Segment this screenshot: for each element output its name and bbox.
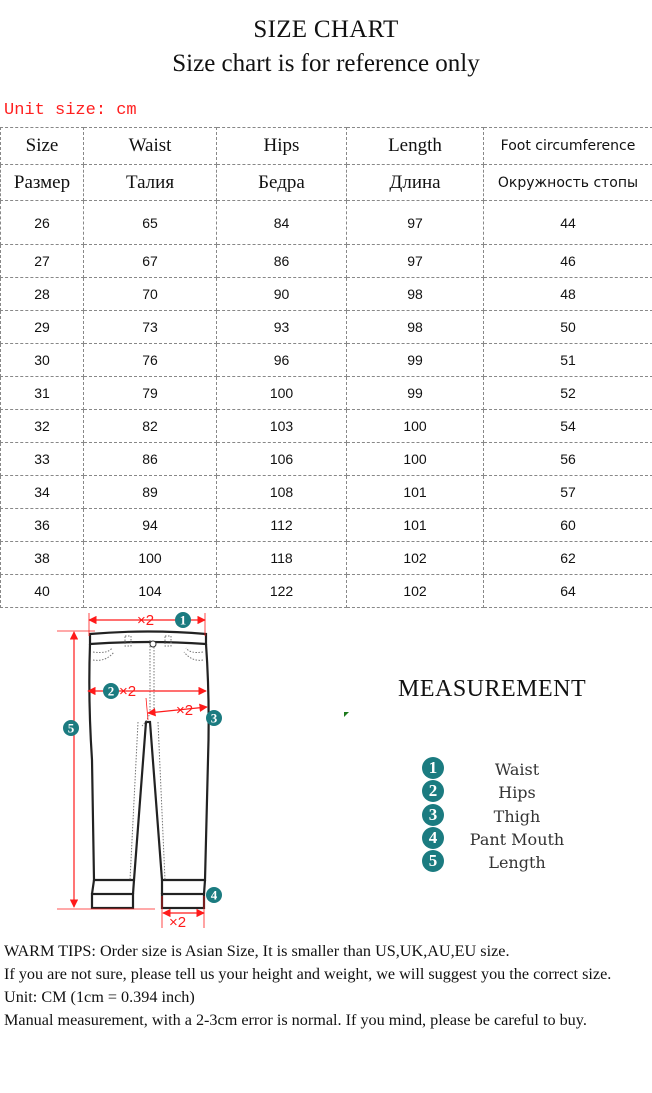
cell-foot: 57	[484, 476, 652, 509]
header-row-en	[1, 128, 652, 165]
tip-line-measurement-error: Manual measurement, with a 2-3cm error is normal. If you mind, please be careful to buy.	[4, 1011, 587, 1029]
cell-foot: 44	[484, 201, 652, 245]
cell-length: 102	[347, 575, 484, 608]
number-2-icon: 2	[422, 780, 444, 802]
cell-length: 101	[347, 509, 484, 542]
cell-waist: 67	[84, 245, 217, 278]
cell-waist: 86	[84, 443, 217, 476]
cell-hips: 112	[217, 509, 347, 542]
table-row	[1, 410, 652, 443]
hips-multiplier: ×2	[119, 683, 137, 700]
cell-hips: 90	[217, 278, 347, 311]
cell-waist: 70	[84, 278, 217, 311]
table-row	[1, 476, 652, 509]
warm-tips	[4, 940, 652, 1032]
button-icon	[150, 641, 156, 647]
cell-size: 29	[1, 311, 84, 344]
page-title: SIZE CHART	[253, 16, 399, 43]
cell-size: 31	[1, 377, 84, 410]
legend-label: Hips	[498, 783, 536, 803]
cell-length: 101	[347, 476, 484, 509]
col-header-hips: Hips	[217, 128, 347, 165]
cell-waist: 89	[84, 476, 217, 509]
cell-size: 32	[1, 410, 84, 443]
table-row	[1, 377, 652, 410]
marker-2-icon	[103, 683, 119, 699]
svg-text:4: 4	[210, 887, 218, 903]
cell-foot: 56	[484, 443, 652, 476]
table-row	[1, 542, 652, 575]
cell-waist: 76	[84, 344, 217, 377]
table-row	[1, 443, 652, 476]
cell-foot: 64	[484, 575, 652, 608]
marker-1-icon	[175, 612, 191, 628]
cell-length: 99	[347, 377, 484, 410]
cell-length: 102	[347, 542, 484, 575]
cell-hips: 106	[217, 443, 347, 476]
cell-hips: 108	[217, 476, 347, 509]
cell-waist: 104	[84, 575, 217, 608]
marker-5-icon	[63, 720, 79, 736]
cell-length: 97	[347, 245, 484, 278]
marker-3-icon	[206, 710, 222, 726]
cell-hips: 100	[217, 377, 347, 410]
cell-hips: 93	[217, 311, 347, 344]
cell-size: 36	[1, 509, 84, 542]
number-4-icon: 4	[422, 827, 444, 849]
cell-foot: 62	[484, 542, 652, 575]
pants-stitch-details	[93, 636, 203, 880]
cell-foot: 52	[484, 377, 652, 410]
legend-label: Length	[488, 853, 546, 873]
cell-foot: 48	[484, 278, 652, 311]
page-subtitle: Size chart is for reference only	[172, 50, 480, 77]
cell-foot: 60	[484, 509, 652, 542]
unit-label: Unit size: cm	[4, 101, 137, 120]
cell-size: 28	[1, 278, 84, 311]
measurement-title: MEASUREMENT	[398, 676, 587, 702]
col-header-length-ru: Длина	[347, 165, 484, 201]
cell-hips: 103	[217, 410, 347, 443]
cell-waist: 82	[84, 410, 217, 443]
cell-waist: 73	[84, 311, 217, 344]
cell-size: 33	[1, 443, 84, 476]
cell-waist: 94	[84, 509, 217, 542]
cell-waist: 65	[84, 201, 217, 245]
tip-line-ask-height: If you are not sure, please tell us your height and weight, we will suggest you the correct size.	[4, 965, 612, 983]
table-row	[1, 344, 652, 377]
tip-line-unit: Unit: CM (1cm = 0.394 inch)	[4, 988, 195, 1006]
number-3-icon: 3	[422, 804, 444, 826]
table-row	[1, 278, 652, 311]
cell-length: 99	[347, 344, 484, 377]
cell-length: 98	[347, 278, 484, 311]
mouth-multiplier: ×2	[169, 914, 187, 931]
multiplier-labels	[119, 612, 193, 931]
tip-line-asian-size: WARM TIPS: Order size is Asian Size, It is smaller than US,UK,AU,EU size.	[4, 942, 510, 960]
col-header-size: Size	[1, 128, 84, 165]
number-5-icon: 5	[422, 850, 444, 872]
col-header-foot: Foot circumference	[484, 128, 652, 165]
svg-text:5: 5	[67, 720, 75, 736]
cell-length: 100	[347, 443, 484, 476]
cell-size: 27	[1, 245, 84, 278]
cell-hips: 118	[217, 542, 347, 575]
cell-length: 98	[347, 311, 484, 344]
cell-length: 97	[347, 201, 484, 245]
cell-size: 30	[1, 344, 84, 377]
cell-foot: 51	[484, 344, 652, 377]
col-header-foot-ru: Окружность стопы	[484, 165, 652, 201]
legend-label: Pant Mouth	[469, 829, 565, 849]
cell-length: 100	[347, 410, 484, 443]
table-row	[1, 311, 652, 344]
cell-foot: 46	[484, 245, 652, 278]
cell-hips: 96	[217, 344, 347, 377]
cell-foot: 50	[484, 311, 652, 344]
header-row-ru	[1, 165, 652, 201]
table-row	[1, 201, 652, 245]
cell-hips: 122	[217, 575, 347, 608]
cell-size: 38	[1, 542, 84, 575]
cell-foot: 54	[484, 410, 652, 443]
col-header-length: Length	[347, 128, 484, 165]
svg-text:1: 1	[179, 612, 187, 628]
cell-waist: 100	[84, 542, 217, 575]
waist-multiplier: ×2	[137, 612, 155, 629]
cell-waist: 79	[84, 377, 217, 410]
thigh-multiplier: ×2	[176, 702, 194, 719]
col-header-size-ru: Размер	[1, 165, 84, 201]
legend-label: Waist	[494, 760, 540, 779]
marker-4-icon	[206, 887, 222, 903]
cell-hips: 84	[217, 201, 347, 245]
cell-size: 40	[1, 575, 84, 608]
col-header-hips-ru: Бедра	[217, 165, 347, 201]
number-1-icon: 1	[422, 757, 444, 779]
cell-size: 34	[1, 476, 84, 509]
table-row	[1, 509, 652, 542]
cell-hips: 86	[217, 245, 347, 278]
svg-text:3: 3	[210, 710, 218, 726]
cell-size: 26	[1, 201, 84, 245]
pants-outline-icon	[89, 632, 208, 909]
svg-text:2: 2	[107, 683, 115, 699]
col-header-waist-ru: Талия	[84, 165, 217, 201]
table-row	[1, 245, 652, 278]
decorative-mark-icon	[344, 712, 349, 717]
legend-label: Thigh	[493, 806, 541, 826]
size-table	[0, 127, 652, 608]
col-header-waist: Waist	[84, 128, 217, 165]
